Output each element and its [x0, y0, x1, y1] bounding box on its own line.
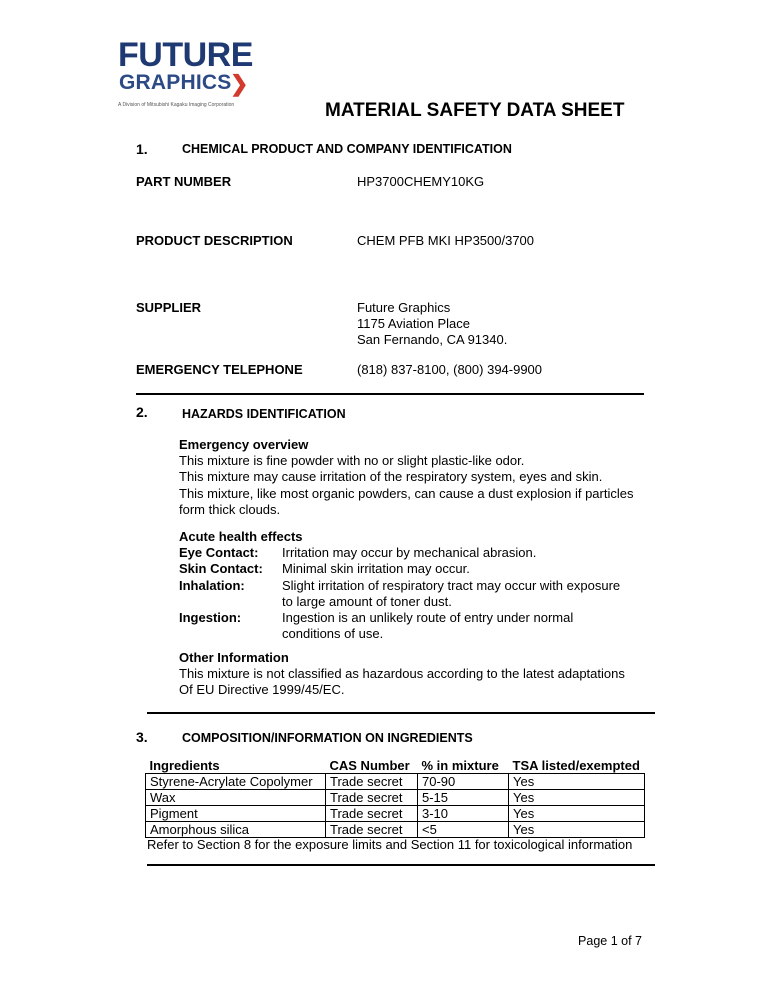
table-row: [146, 790, 645, 806]
eye-contact-text: Irritation may occur by mechanical abrasion.: [282, 545, 537, 561]
tsa-status: Yes: [509, 822, 645, 838]
tsa-status: Yes: [509, 806, 645, 822]
ingredient-name: Pigment: [146, 806, 326, 822]
col-header-cas-number: CAS Number: [329, 757, 410, 773]
page-number: Page 1 of 7: [578, 934, 642, 948]
table-row: [146, 822, 645, 838]
overview-line: This mixture is fine powder with no or slight plastic-like odor.: [179, 453, 525, 469]
col-header-percent: % in mixture: [421, 757, 499, 773]
skin-contact-text: Minimal skin irritation may occur.: [282, 561, 470, 577]
skin-contact-label: Skin Contact:: [179, 561, 263, 577]
emergency-overview-heading: Emergency overview: [179, 437, 309, 452]
section-3-number: 3.: [136, 729, 148, 745]
section-2-title: HAZARDS IDENTIFICATION: [182, 407, 346, 421]
part-number-label: PART NUMBER: [136, 174, 232, 189]
percent-in-mixture: 3-10: [418, 806, 509, 822]
col-header-tsa: TSA listed/exempted: [512, 757, 640, 773]
other-information-line: This mixture is not classified as hazardous according to the latest adaptations: [179, 666, 625, 682]
overview-line: This mixture, like most organic powders, can cause a dust explosion if particles: [179, 485, 634, 501]
ingestion-text: Ingestion is an unlikely route of entry under normal: [282, 609, 574, 625]
cas-number: Trade secret: [326, 822, 418, 838]
part-number-value: HP3700CHEMY10KG: [357, 174, 485, 189]
cas-number: Trade secret: [326, 774, 418, 790]
cas-number: Trade secret: [326, 806, 418, 822]
tsa-status: Yes: [509, 790, 645, 806]
supplier-label: SUPPLIER: [136, 300, 202, 315]
logo-text-future: FUTURE: [118, 36, 253, 74]
ingredient-name: Styrene-Acrylate Copolymer: [146, 774, 326, 790]
percent-in-mixture: 5-15: [418, 790, 509, 806]
other-information-heading: Other Information: [179, 650, 289, 665]
tsa-status: Yes: [509, 774, 645, 790]
logo-text-graphics: GRAPHICS: [119, 71, 232, 94]
section-divider: [147, 864, 655, 866]
supplier-city: San Fernando, CA 91340.: [357, 332, 508, 347]
cas-number: Trade secret: [326, 790, 418, 806]
section-1-title: CHEMICAL PRODUCT AND COMPANY IDENTIFICATION: [182, 142, 512, 156]
table-row: [146, 774, 645, 790]
ingestion-label: Ingestion:: [179, 609, 242, 625]
product-description-label: PRODUCT DESCRIPTION: [136, 233, 293, 248]
inhalation-label: Inhalation:: [179, 577, 245, 593]
ingredients-table: [145, 757, 645, 838]
acute-health-effects: [179, 529, 649, 642]
inhalation-text: Slight irritation of respiratory tract may occur with exposure: [282, 577, 621, 593]
acute-health-heading: Acute health effects: [179, 529, 303, 544]
supplier-street: 1175 Aviation Place: [357, 316, 470, 331]
ingredients-note: Refer to Section 8 for the exposure limits and Section 11 for toxicological information: [147, 837, 633, 852]
section-2-number: 2.: [136, 404, 148, 420]
supplier-name: Future Graphics: [357, 300, 451, 315]
table-row: [146, 806, 645, 822]
section-3-title: COMPOSITION/INFORMATION ON INGREDIENTS: [182, 731, 473, 745]
eye-contact-label: Eye Contact:: [179, 545, 259, 561]
inhalation-text-cont: to large amount of toner dust.: [282, 593, 452, 609]
table-header-row: [146, 757, 645, 774]
other-information-line: Of EU Directive 1999/45/EC.: [179, 682, 345, 698]
logo-arrow-icon: ❯: [230, 71, 249, 96]
overview-line: form thick clouds.: [179, 501, 281, 517]
percent-in-mixture: <5: [418, 822, 509, 838]
emergency-telephone-value: (818) 837-8100, (800) 394-9900: [357, 362, 543, 377]
supplier-address: [357, 300, 507, 348]
ingredient-name: Amorphous silica: [146, 822, 326, 838]
col-header-ingredients: Ingredients: [149, 757, 220, 773]
percent-in-mixture: 70-90: [418, 774, 509, 790]
company-logo: [118, 38, 258, 114]
emergency-overview: [179, 437, 649, 518]
product-description-value: CHEM PFB MKI HP3500/3700: [357, 233, 535, 248]
section-divider: [136, 393, 644, 395]
section-1-number: 1.: [136, 141, 148, 157]
logo-tagline: A Division of Mitsubishi Kagaku Imaging Corporation: [118, 102, 235, 108]
emergency-telephone-label: EMERGENCY TELEPHONE: [136, 362, 303, 377]
document-title: MATERIAL SAFETY DATA SHEET: [325, 100, 625, 121]
other-information: [179, 650, 649, 699]
overview-line: This mixture may cause irritation of the respiratory system, eyes and skin.: [179, 469, 603, 485]
ingredient-name: Wax: [146, 790, 326, 806]
ingestion-text-cont: conditions of use.: [282, 626, 384, 642]
section-divider: [147, 712, 655, 714]
